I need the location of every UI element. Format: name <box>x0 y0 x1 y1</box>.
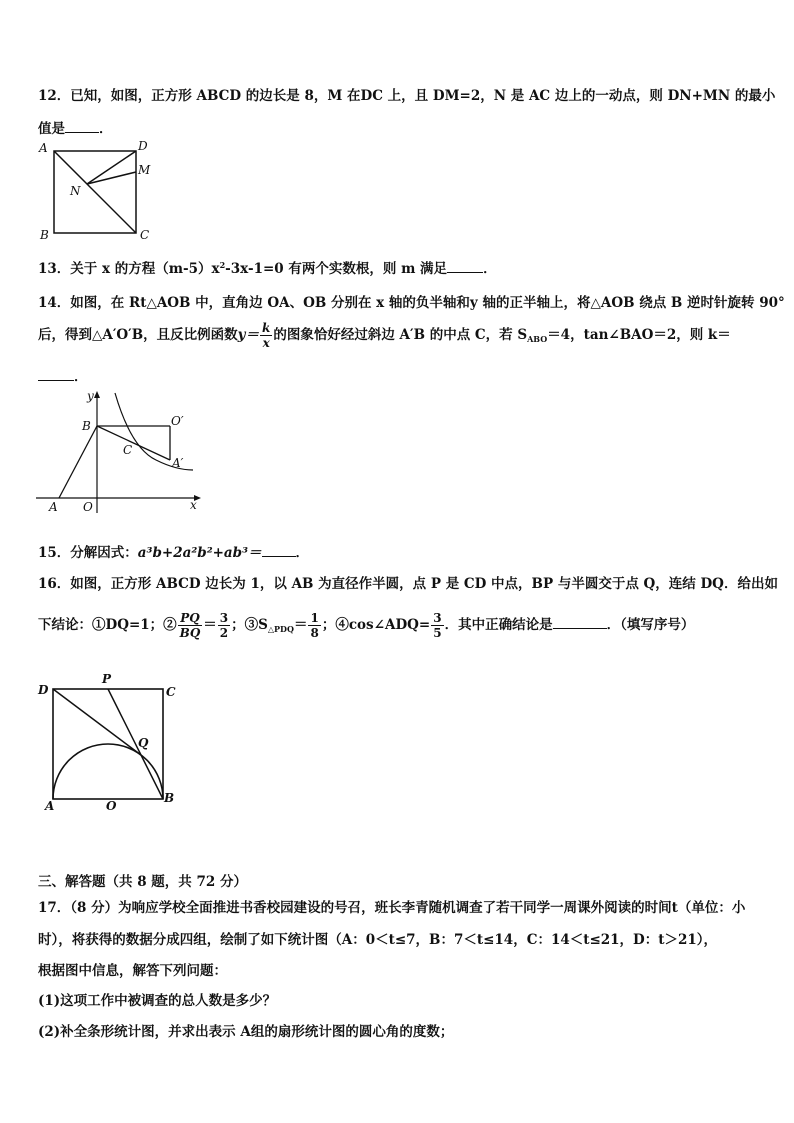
q14-frac-den: x <box>262 336 270 350</box>
q12-line1: 12．已知，如图，正方形 ABCD 的边长是 8，M 在DC 上，且 DM=2，N 是 AC 边上的一动点，则 DN+MN 的最小 <box>38 88 776 104</box>
q12-line2-text: 值是 <box>38 121 65 137</box>
q16-f4-num: 3 <box>433 611 442 625</box>
q16-l2-a: 下结论：①DQ=1；② <box>38 617 177 633</box>
q14-y-arrow <box>94 391 100 398</box>
q13-exponent: 2 <box>219 260 226 270</box>
q14-fraction-k-over-x <box>260 321 272 350</box>
q16-label-a: A <box>45 799 55 813</box>
section-3-heading: 三、解答题（共 8 题，共 72 分） <box>38 874 247 890</box>
q14-frac-num: k <box>262 321 271 335</box>
q16-label-d: D <box>38 683 49 697</box>
q16-fraction-pq-bq <box>178 611 203 640</box>
q14-line2-b: 的图象恰好经过斜边 A′B 的中点 C，若 S <box>273 327 528 343</box>
q17-sub1: (1)这项工作中被调查的总人数是多少？ <box>38 993 277 1009</box>
q14-line3 <box>38 365 764 385</box>
q13-text-b: -3x-1=0 有两个实数根，则 m 满足 <box>225 261 448 277</box>
q16-figure <box>36 668 186 818</box>
q16-l2-d: ＝ <box>293 617 308 633</box>
q12-figure <box>36 138 166 243</box>
q14-label-b: B <box>82 419 91 433</box>
q13-end: ． <box>483 261 497 277</box>
q14-line2-c: ＝4，tan∠BAO＝2，则 k＝ <box>547 327 731 343</box>
q14-label-o: O <box>83 500 93 514</box>
q15-text: 15．分解因式： <box>38 545 138 561</box>
q12-label-d: D <box>138 139 148 153</box>
q12-answer-blank <box>65 132 99 133</box>
q16-label-q: Q <box>138 736 149 750</box>
q12-diagonal-ac <box>54 151 136 233</box>
q12-line2 <box>38 117 764 137</box>
q16-f2-num: 3 <box>219 611 229 625</box>
q14-line1: 14．如图，在 Rt△AOB 中，直角边 OA、OB 分别在 x 轴的负半轴和y 轴的正半轴上，将△AOB 绕点 B 逆时针旋转 90° <box>38 295 785 311</box>
q16-label-c: C <box>166 685 176 699</box>
q14-line2-a: 后，得到△A′O′B，且反比例函数 <box>38 327 238 343</box>
q14-sub-abo: ABO <box>527 334 548 344</box>
q13-line <box>38 257 764 277</box>
q17-line2: 时），将获得的数据分成四组，绘制了如下统计图（A：0＜t≤7，B：7＜t≤14，C：14＜t≤21，D：t＞21）， <box>38 932 718 948</box>
q17-line1: 17．（8 分）为响应学校全面推进书香校园建设的号召，班长李青随机调查了若干同学一周课外阅读的时间t（单位：小 <box>38 900 746 916</box>
q16-f1-num: PQ <box>178 611 203 626</box>
q14-label-a-prime: A′ <box>172 456 184 470</box>
q14-label-o-prime: O′ <box>171 414 184 428</box>
q16-fraction-1-8 <box>308 611 320 640</box>
q15-end: ． <box>295 545 310 561</box>
q16-line1: 16．如图，正方形 ABCD 边长为 1，以 AB 为直径作半圆，点 P 是 CD 中点，BP 与半圆交于点 Q，连结 DQ．给出如 <box>38 576 778 592</box>
q16-l2-f: ．其中正确结论是 <box>444 617 553 633</box>
q14-figure <box>36 388 216 518</box>
q14-label-x: x <box>190 498 197 512</box>
q16-f3-den: 8 <box>310 626 319 640</box>
q12-label-c: C <box>140 228 150 242</box>
q16-sub-pdq: △PDQ <box>267 624 294 634</box>
q14-segment-ba-prime <box>97 426 170 460</box>
q14-y-eq: y＝ <box>237 327 260 343</box>
q15-line <box>38 541 764 561</box>
q16-l2-g: ．（填写序号） <box>606 617 695 633</box>
q15-expression: a³b+2a²b²+ab³＝ <box>137 545 262 561</box>
q12-segment-dn <box>87 151 136 184</box>
q16-l2-c: ；③S <box>231 617 268 633</box>
q16-answer-blank <box>553 628 607 629</box>
q16-fraction-3-5 <box>431 611 443 640</box>
q17-line3: 根据图中信息，解答下列问题： <box>38 963 227 979</box>
q16-f4-den: 5 <box>433 626 442 640</box>
q14-line3-end: ． <box>74 369 88 385</box>
q16-line2 <box>38 608 764 646</box>
q14-label-y: y <box>87 389 94 403</box>
q16-l2-b: ＝ <box>203 617 217 633</box>
q12-label-a: A <box>39 141 48 155</box>
q12-label-m: M <box>138 163 151 177</box>
q16-l2-e: ；④cos∠ADQ= <box>321 617 431 633</box>
q16-fraction-3-2 <box>218 611 230 640</box>
q12-segment-mn <box>87 172 136 184</box>
q14-label-a: A <box>49 500 58 514</box>
q12-label-b: B <box>40 228 49 242</box>
q16-label-p: P <box>102 672 112 686</box>
q16-f1-den: BQ <box>179 626 201 640</box>
q17-sub2: (2)补全条形统计图，并求出表示 A组的扇形统计图的圆心角的度数； <box>38 1024 454 1040</box>
q14-line2 <box>38 320 764 354</box>
q16-label-o: O <box>106 799 117 813</box>
q14-answer-blank <box>38 380 74 381</box>
q12-line2-end: ． <box>99 121 113 137</box>
q14-segment-ab <box>59 426 97 498</box>
q13-text-a: 13．关于 x 的方程（m-5）x <box>38 261 220 277</box>
q15-answer-blank <box>262 556 296 557</box>
q13-answer-blank <box>447 272 483 273</box>
q16-label-b: B <box>164 791 175 805</box>
q14-label-c: C <box>123 443 133 457</box>
q12-label-n: N <box>70 184 81 198</box>
q16-f2-den: 2 <box>219 626 229 640</box>
q16-semicircle <box>53 744 163 799</box>
q16-f3-num: 1 <box>310 611 319 625</box>
